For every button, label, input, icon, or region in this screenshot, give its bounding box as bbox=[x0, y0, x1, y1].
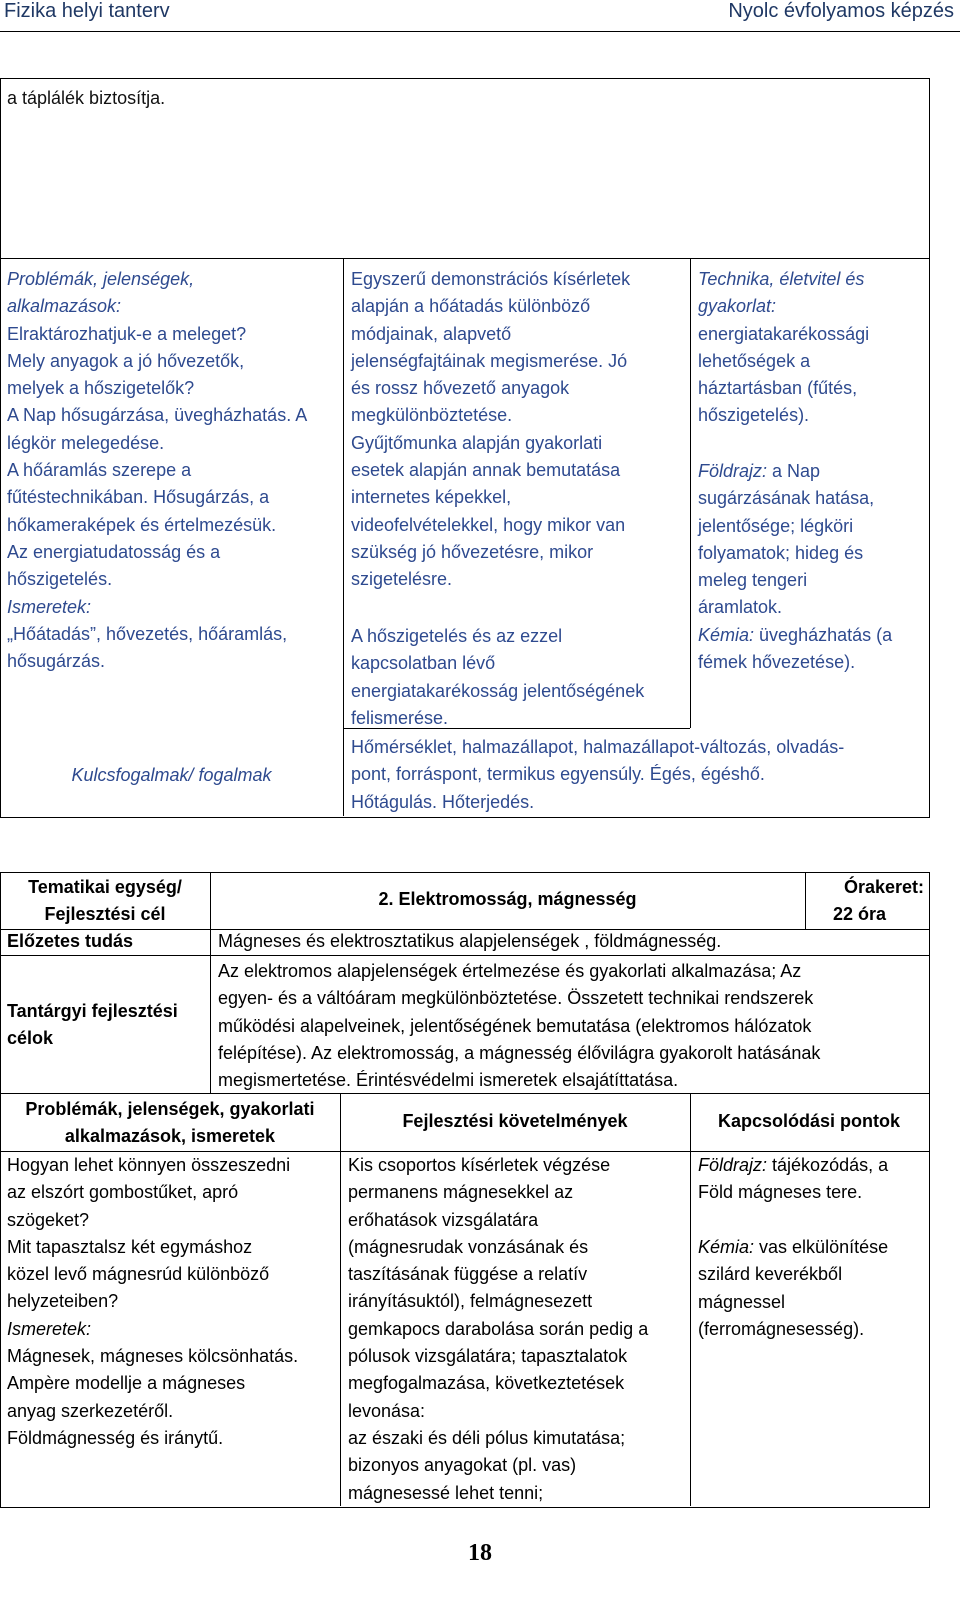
s2-col-header-connections: Kapcsolódási pontok bbox=[717, 1111, 901, 1131]
s2-goals-line: felépítése). Az elektromosság, a mágnesség élővilágra gyakorolt hatásának bbox=[218, 1042, 821, 1063]
s1-problem-line: A Nap hősugárzása, üvegházhatás. A bbox=[7, 405, 308, 426]
s1-problem-line: hőkameraképek és értelmezésük. bbox=[7, 514, 277, 535]
s2-req-line: megfogalmazása, következtetések bbox=[348, 1373, 625, 1394]
s2-col-divider-1 bbox=[340, 1093, 341, 1506]
s1-problem-line: melyek a hőszigetelők? bbox=[7, 378, 195, 399]
s2-unit-label bbox=[0, 874, 210, 928]
s1-problem-line: Az energiatudatosság és a bbox=[7, 541, 221, 562]
s1-tech-line: lehetőségek a bbox=[698, 350, 811, 371]
s2-chem-first: vas elkülönítése bbox=[754, 1237, 889, 1257]
s2-req-line: (mágnesrudak vonzásának és bbox=[348, 1236, 589, 1257]
s1-tech-line: energiatakarékossági bbox=[698, 323, 870, 344]
s1-problems-label-2: alkalmazások: bbox=[7, 296, 122, 317]
s2-chem-line: szilárd keverékből bbox=[698, 1264, 843, 1285]
s1-geo-line: folyamatok; hideg és bbox=[698, 542, 864, 563]
s2-req-line: irányításuktól), felmágnesezett bbox=[348, 1291, 593, 1312]
s2-goals-line: egyen- és a váltóáram megkülönböztetése. Összetett technikai rendszerek bbox=[218, 988, 814, 1009]
s1-connections-geo bbox=[698, 458, 923, 676]
s1-chem-first: üvegházhatás (a bbox=[754, 624, 893, 645]
s1-req2-line: A hőszigetelés és az ezzel bbox=[351, 626, 563, 646]
s2-geo-second: Föld mágneses tere. bbox=[698, 1182, 863, 1203]
s2-goals-line: Az elektromos alapjelenségek értelmezése és gyakorlati alkalmazása; Az bbox=[218, 961, 802, 981]
s2-hours-divider bbox=[805, 872, 806, 929]
s1-geo-first: a Nap bbox=[767, 461, 821, 481]
s1-key-concepts bbox=[351, 734, 926, 816]
s2-col-header-problems-2: alkalmazások, ismeretek bbox=[64, 1126, 276, 1147]
s1-req-line: jelenségfajtáinak megismerése. Jó bbox=[351, 350, 628, 371]
s1-req-line: esetek alapján annak bemutatása bbox=[351, 460, 621, 481]
s2-knowledge-line: Ampère modellje a mágneses bbox=[7, 1373, 246, 1394]
s1-req-line: és rossz hővezető anyagok bbox=[351, 378, 570, 399]
s2-req-line: pólusok vizsgálatára; tapasztalatok bbox=[348, 1346, 628, 1367]
s2-question-line: Hogyan lehet könnyen összeszedni bbox=[7, 1155, 291, 1175]
s1-geo-line: sugárzásának hatása, bbox=[698, 488, 875, 509]
s1-req2-line: felismerése. bbox=[351, 707, 449, 728]
s2-knowledge-label: Ismeretek: bbox=[7, 1318, 92, 1339]
s2-goals-label-2: célok bbox=[7, 1028, 54, 1049]
s2-goals-line: megismertetése. Érintésvédelmi ismeretek elsajátíttatása. bbox=[218, 1070, 679, 1091]
s1-req-line: szükség jó hővezetésre, mikor bbox=[351, 541, 594, 562]
s2-connections-cell bbox=[698, 1152, 924, 1207]
s2-goals-label bbox=[7, 998, 178, 1053]
s2-problems-cell bbox=[7, 1152, 337, 1452]
s2-geo-label: Földrajz: bbox=[698, 1155, 768, 1175]
s1-geo-line: jelentősége; légköri bbox=[698, 515, 854, 536]
s2-req-line: Kis csoportos kísérletek végzése bbox=[348, 1155, 611, 1175]
section1-col-divider-2 bbox=[690, 258, 691, 728]
s1-req-line: videofelvételekkel, hogy mikor van bbox=[351, 514, 626, 535]
s2-hours-label: Órakeret: bbox=[843, 877, 924, 897]
s1-req-line: alapján a hőátadás különböző bbox=[351, 296, 591, 317]
s1-problems-cell bbox=[7, 266, 337, 675]
s2-unit-label-1: Tematikai egység/ bbox=[28, 877, 182, 897]
s2-chem-line: (ferromágnesesség). bbox=[698, 1318, 865, 1339]
s1-key-concepts-line: pont, forráspont, termikus egyensúly. Égés, égéshő. bbox=[351, 764, 765, 785]
s1-problems-label-1: Problémák, jelenségek, bbox=[7, 269, 195, 289]
s2-hours-value: 22 óra bbox=[832, 904, 886, 924]
s2-col-header-requirements: Fejlesztési követelmények bbox=[402, 1111, 628, 1131]
s2-question-line: Mit tapasztalsz két egymáshoz bbox=[7, 1236, 253, 1257]
s2-req-line: levonása: bbox=[348, 1400, 426, 1421]
s1-geo-label: Földrajz: bbox=[698, 461, 768, 481]
s2-goals-text bbox=[218, 958, 923, 1094]
s1-problem-line: Mely anyagok a jó hővezetők, bbox=[7, 350, 245, 371]
s1-req-line: Egyszerű demonstrációs kísérletek bbox=[351, 269, 631, 289]
s1-knowledge-label: Ismeretek: bbox=[7, 596, 92, 617]
s2-question-line: az elszórt gombostűket, apró bbox=[7, 1182, 239, 1203]
s1-req2-line: kapcsolatban lévő bbox=[351, 653, 496, 674]
s1-req-line: internetes képekkel, bbox=[351, 487, 512, 508]
s2-req-line: mágnesessé lehet tenni; bbox=[348, 1482, 544, 1503]
s2-req-line: az északi és déli pólus kimutatása; bbox=[348, 1427, 626, 1448]
s2-geo-first: tájékozódás, a bbox=[767, 1155, 889, 1175]
s2-chem-line: mágnessel bbox=[698, 1291, 786, 1312]
s1-connections-cell bbox=[698, 266, 923, 430]
s1-problem-line: hőszigetelés. bbox=[7, 569, 113, 590]
s1-tech-label-2: gyakorlat: bbox=[698, 296, 777, 317]
s2-req-line: permanens mágnesekkel az bbox=[348, 1182, 574, 1203]
page-number: 18 bbox=[468, 1540, 492, 1566]
s2-col-header-problems-1: Problémák, jelenségek, gyakorlati bbox=[25, 1099, 315, 1119]
s1-knowledge-line: „Hőátadás”, hővezetés, hőáramlás, bbox=[7, 623, 288, 644]
s1-problem-line: A hőáramlás szerepe a bbox=[7, 460, 192, 481]
s1-tech-label-1: Technika, életvitel és bbox=[698, 269, 865, 289]
s1-key-concepts-line: Hőtágulás. Hőterjedés. bbox=[351, 791, 535, 812]
s2-question-line: szögeket? bbox=[7, 1209, 90, 1230]
section1-col-divider-1 bbox=[343, 258, 344, 816]
s1-req-line: módjainak, alapvető bbox=[351, 323, 512, 344]
s1-geo-line: áramlatok. bbox=[698, 597, 783, 618]
s1-tech-line: háztartásban (fűtés, bbox=[698, 378, 858, 399]
s2-unit-title: 2. Elektromosság, mágnesség bbox=[378, 889, 637, 909]
s2-knowledge-line: anyag szerkezetéről. bbox=[7, 1400, 174, 1421]
s2-col-header-problems bbox=[0, 1096, 340, 1151]
header-right-title: Nyolc évfolyamos képzés bbox=[728, 0, 954, 22]
s2-req-line: taszításának függése a relatív bbox=[348, 1264, 588, 1285]
s2-req-line: bizonyos anyagokat (pl. vas) bbox=[348, 1455, 577, 1476]
s1-knowledge-line: hősugárzás. bbox=[7, 651, 106, 672]
s2-question-line: közel levő mágnesrúd különböző bbox=[7, 1264, 270, 1285]
s1-req-line: Gyűjtőmunka alapján gyakorlati bbox=[351, 432, 603, 453]
s2-req-line: erőhatások vizsgálatára bbox=[348, 1209, 539, 1230]
s1-chem-label: Kémia: bbox=[698, 624, 755, 645]
s2-requirements-cell bbox=[348, 1152, 686, 1507]
s2-prereq-value: Mágneses és elektrosztatikus alapjelenségek , földmágnesség. bbox=[218, 931, 722, 951]
s1-problem-line: Elraktározhatjuk-e a meleget? bbox=[7, 323, 247, 344]
s1-key-concepts-line: Hőmérséklet, halmazállapot, halmazállapot-változás, olvadás- bbox=[351, 737, 845, 757]
header-left-title: Fizika helyi tanterv bbox=[4, 0, 170, 22]
top-fragment: a táplálék biztosítja. bbox=[7, 88, 166, 108]
s2-unit-label-2: Fejlesztési cél bbox=[44, 904, 166, 924]
s1-tech-line: hőszigetelés). bbox=[698, 405, 810, 426]
s1-geo-line: meleg tengeri bbox=[698, 570, 808, 591]
s1-problem-line: légkör melegedése. bbox=[7, 432, 165, 453]
s1-req-line: megkülönböztetése. bbox=[351, 405, 513, 426]
s1-requirements-cell-2 bbox=[351, 623, 686, 732]
s2-goals-label-1: Tantárgyi fejlesztési bbox=[7, 1001, 178, 1021]
s2-knowledge-line: Mágnesek, mágneses kölcsönhatás. bbox=[7, 1346, 299, 1367]
s1-req2-line: energiatakarékosság jelentőségének bbox=[351, 680, 645, 701]
s2-prereq-label: Előzetes tudás bbox=[7, 931, 134, 951]
s1-requirements-cell bbox=[351, 266, 686, 594]
s1-chem-line: fémek hővezetése). bbox=[698, 652, 856, 673]
s2-chem-label: Kémia: bbox=[698, 1237, 755, 1257]
page-header bbox=[0, 0, 960, 30]
s2-req-line: gemkapocs darabolása során pedig a bbox=[348, 1318, 649, 1339]
s2-knowledge-line: Földmágnesség és iránytű. bbox=[7, 1427, 224, 1448]
section1-row-divider bbox=[0, 258, 929, 259]
s1-problem-line: fűtéstechnikában. Hősugárzás, a bbox=[7, 487, 270, 508]
s2-goals-line: működési alapelveinek, jelentőségének bemutatása (elektromos hálózatok bbox=[218, 1015, 812, 1036]
s2-connections-chem bbox=[698, 1234, 924, 1343]
s2-question-line: helyzeteiben? bbox=[7, 1291, 119, 1312]
header-rule bbox=[0, 31, 960, 32]
s1-key-concepts-label: Kulcsfogalmak/ fogalmak bbox=[71, 765, 272, 785]
s2-col-divider-2 bbox=[690, 1093, 691, 1506]
s1-req-line: szigetelésre. bbox=[351, 569, 453, 590]
